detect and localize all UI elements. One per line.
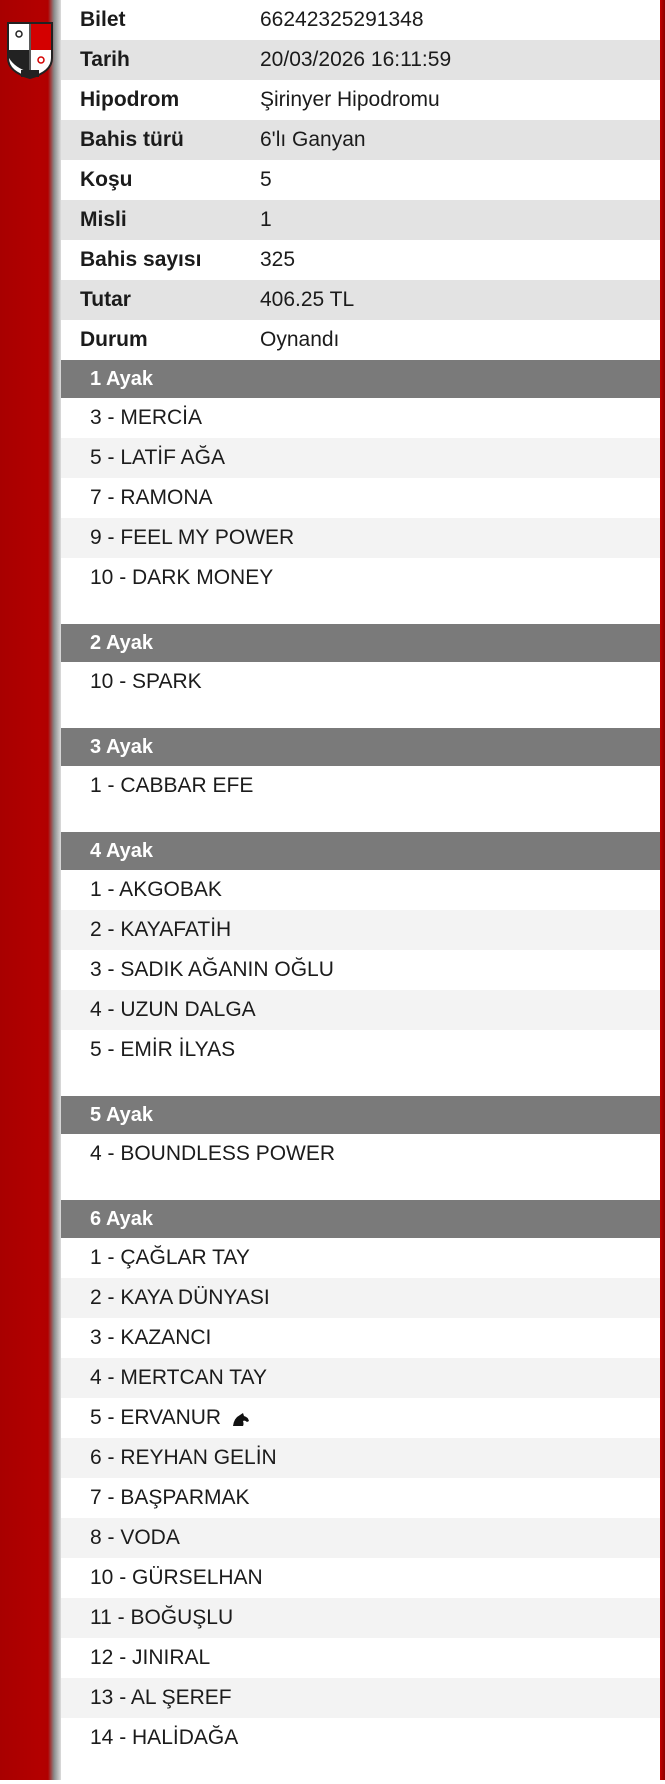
info-value: Oynandı xyxy=(260,328,340,351)
horse-name: 1 - ÇAĞLAR TAY xyxy=(90,1246,250,1269)
horse-name: 5 - ERVANUR xyxy=(90,1406,222,1429)
info-label: Bahis sayısı xyxy=(80,248,202,271)
horse-item xyxy=(61,478,660,518)
horse-name: 5 - LATİF AĞA xyxy=(90,446,225,469)
ayak-header: 1 Ayak xyxy=(61,360,660,398)
ticket-info-row xyxy=(61,160,660,200)
horse-item xyxy=(61,1518,660,1558)
ticket-info-table xyxy=(61,0,660,360)
horse-name: 4 - BOUNDLESS POWER xyxy=(90,1142,336,1165)
horse-name: 10 - GÜRSELHAN xyxy=(90,1566,263,1589)
horse-name: 3 - SADIK AĞANIN OĞLU xyxy=(90,958,334,981)
horse-item xyxy=(61,1678,660,1718)
ayak-section xyxy=(61,1200,660,1784)
horse-list xyxy=(61,1238,660,1758)
horse-name: 5 - EMİR İLYAS xyxy=(90,1038,236,1061)
horse-head-icon xyxy=(231,1410,251,1426)
horse-name: 2 - KAYAFATİH xyxy=(90,918,232,941)
ayak-header: 5 Ayak xyxy=(61,1096,660,1134)
ticket-info-row xyxy=(61,320,660,360)
horse-name: 7 - RAMONA xyxy=(90,486,213,509)
horse-item xyxy=(61,910,660,950)
horse-name: 6 - REYHAN GELİN xyxy=(90,1446,277,1469)
ayak-spacer xyxy=(61,1070,660,1096)
horse-item xyxy=(61,398,660,438)
info-value: 1 xyxy=(260,208,272,231)
horse-name: 13 - AL ŞEREF xyxy=(90,1686,232,1709)
horse-item xyxy=(61,1558,660,1598)
ayak-spacer xyxy=(61,1758,660,1784)
ayak-section xyxy=(61,832,660,1096)
info-label: Bahis türü xyxy=(80,128,184,151)
horse-item xyxy=(61,438,660,478)
horse-name: 4 - MERTCAN TAY xyxy=(90,1366,267,1389)
horse-item xyxy=(61,1598,660,1638)
horse-name: 3 - KAZANCI xyxy=(90,1326,212,1349)
horse-name: 12 - JINIRAL xyxy=(90,1646,211,1669)
ayak-section xyxy=(61,360,660,624)
ayak-section xyxy=(61,728,660,832)
horse-name: 10 - SPARK xyxy=(90,670,202,693)
ayak-list xyxy=(61,360,660,1784)
horse-item xyxy=(61,1278,660,1318)
horse-item xyxy=(61,518,660,558)
horse-list xyxy=(61,870,660,1070)
horse-item xyxy=(61,1358,660,1398)
info-label: Tarih xyxy=(80,48,130,71)
horse-item xyxy=(61,1398,660,1438)
horse-name: 8 - VODA xyxy=(90,1526,180,1549)
horse-name: 4 - UZUN DALGA xyxy=(90,998,256,1021)
ticket-info-row xyxy=(61,80,660,120)
horse-item xyxy=(61,1238,660,1278)
horse-item xyxy=(61,1030,660,1070)
horse-name: 11 - BOĞUŞLU xyxy=(90,1606,234,1629)
ticket-info-row xyxy=(61,200,660,240)
horse-list xyxy=(61,398,660,598)
ayak-header: 2 Ayak xyxy=(61,624,660,662)
ayak-section xyxy=(61,624,660,728)
ticket-info-row xyxy=(61,240,660,280)
horse-item xyxy=(61,990,660,1030)
info-label: Koşu xyxy=(80,168,133,191)
club-logo-icon[interactable] xyxy=(5,20,55,80)
ticket-content xyxy=(61,0,660,1784)
horse-name: 10 - DARK MONEY xyxy=(90,566,274,589)
ayak-spacer xyxy=(61,1174,660,1200)
ticket-info-row xyxy=(61,120,660,160)
horse-item xyxy=(61,1638,660,1678)
info-value: 406.25 TL xyxy=(260,288,355,311)
info-label: Durum xyxy=(80,328,148,351)
horse-item xyxy=(61,662,660,702)
horse-list xyxy=(61,766,660,806)
info-value: 20/03/2026 16:11:59 xyxy=(260,48,452,71)
horse-name: 1 - AKGOBAK xyxy=(90,878,222,901)
ayak-spacer xyxy=(61,702,660,728)
ayak-header: 6 Ayak xyxy=(61,1200,660,1238)
info-value: 66242325291348 xyxy=(260,8,424,31)
ticket-info-row xyxy=(61,280,660,320)
horse-item xyxy=(61,950,660,990)
right-edge-border xyxy=(660,0,665,1780)
ticket-info-row xyxy=(61,40,660,80)
ticket-info-row xyxy=(61,0,660,40)
horse-item xyxy=(61,1134,660,1174)
ayak-spacer xyxy=(61,806,660,832)
horse-name: 3 - MERCİA xyxy=(90,406,203,429)
info-label: Bilet xyxy=(80,8,126,31)
ayak-header: 4 Ayak xyxy=(61,832,660,870)
info-value: 6'lı Ganyan xyxy=(260,128,366,151)
horse-item xyxy=(61,1718,660,1758)
horse-name: 7 - BAŞPARMAK xyxy=(90,1486,250,1509)
info-value: Şirinyer Hipodromu xyxy=(260,88,440,111)
horse-list xyxy=(61,662,660,702)
ayak-header: 3 Ayak xyxy=(61,728,660,766)
horse-item xyxy=(61,558,660,598)
info-value: 325 xyxy=(260,248,296,271)
horse-item xyxy=(61,870,660,910)
info-value: 5 xyxy=(260,168,272,191)
horse-item xyxy=(61,766,660,806)
horse-name: 14 - HALİDAĞA xyxy=(90,1726,239,1749)
horse-item xyxy=(61,1438,660,1478)
info-label: Misli xyxy=(80,208,127,231)
horse-name: 1 - CABBAR EFE xyxy=(90,774,254,797)
horse-name: 2 - KAYA DÜNYASI xyxy=(90,1286,270,1309)
info-label: Hipodrom xyxy=(80,88,180,111)
horse-item xyxy=(61,1318,660,1358)
info-label: Tutar xyxy=(80,288,131,311)
horse-name: 9 - FEEL MY POWER xyxy=(90,526,295,549)
ayak-spacer xyxy=(61,598,660,624)
horse-list xyxy=(61,1134,660,1174)
sidebar xyxy=(0,0,61,1780)
horse-item xyxy=(61,1478,660,1518)
ayak-section xyxy=(61,1096,660,1200)
